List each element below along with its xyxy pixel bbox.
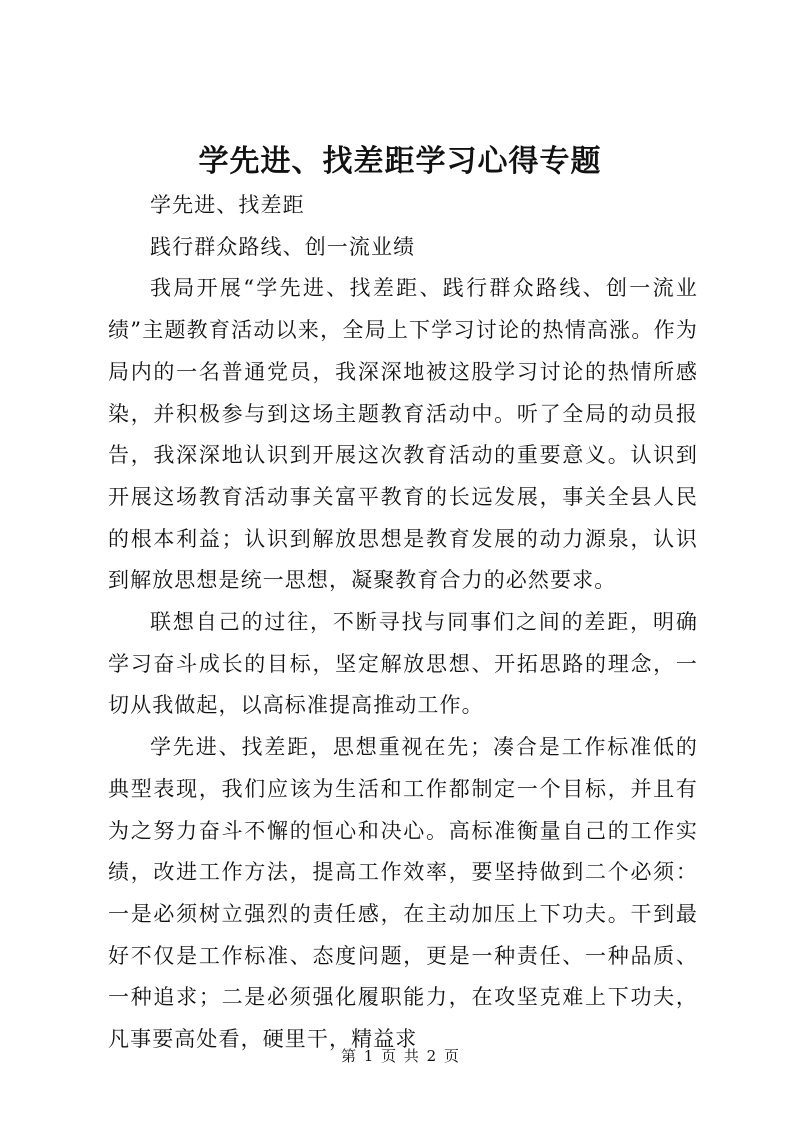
paragraph-standards: 学先进、找差距，思想重视在先；凑合是工作标准低的典型表现，我们应该为生活和工作都制定一个目标，并且有为之努力奋斗不懈的恒心和决心。高标准衡量自己的工作实绩，改进工作方法，提高工作效率，要坚持做到二个必须：一是必须树立强烈的责任感，在主动加压上下功夫。干到最好不仅是工作标准、态度问题，更是一种责任、一种品质、一种追求；二是必须强化履职能力，在攻坚克难上下功夫，凡事要高处看，硬里干，精益求: [108, 735, 698, 1052]
paragraph-reflection: 联想自己的过往，不断寻找与同事们之间的差距，明确学习奋斗成长的目标，坚定解放思想、开拓思路的理念，一切从我做起，以高标准提高推动工作。: [108, 610, 698, 718]
document-title: 学先进、找差距学习心得专题: [198, 144, 602, 179]
paragraph-subtitle-1: 学先进、找差距: [150, 193, 305, 217]
paragraph-intro: 我局开展“学先进、找差距、践行群众路线、创一流业绩”主题教育活动以来，全局上下学习讨论的热情高涨。作为局内的一名普通党员，我深深地被这股学习讨论的热情所感染，并积极参与到这场主题教育活动中。听了全局的动员报告，我深深地认识到开展这次教育活动的重要意义。认识到开展这场教育活动事关富平教育的长远发展，事关全县人民的根本利益；认识到解放思想是教育发展的动力源泉，认识到解放思想是统一思想，凝聚教育合力的必然要求。: [108, 276, 698, 593]
document-body: [108, 185, 698, 1061]
page-footer: 第 1 页 共 2 页: [341, 1047, 459, 1065]
paragraph-subtitle-2: 践行群众路线、创一流业绩: [150, 234, 416, 259]
